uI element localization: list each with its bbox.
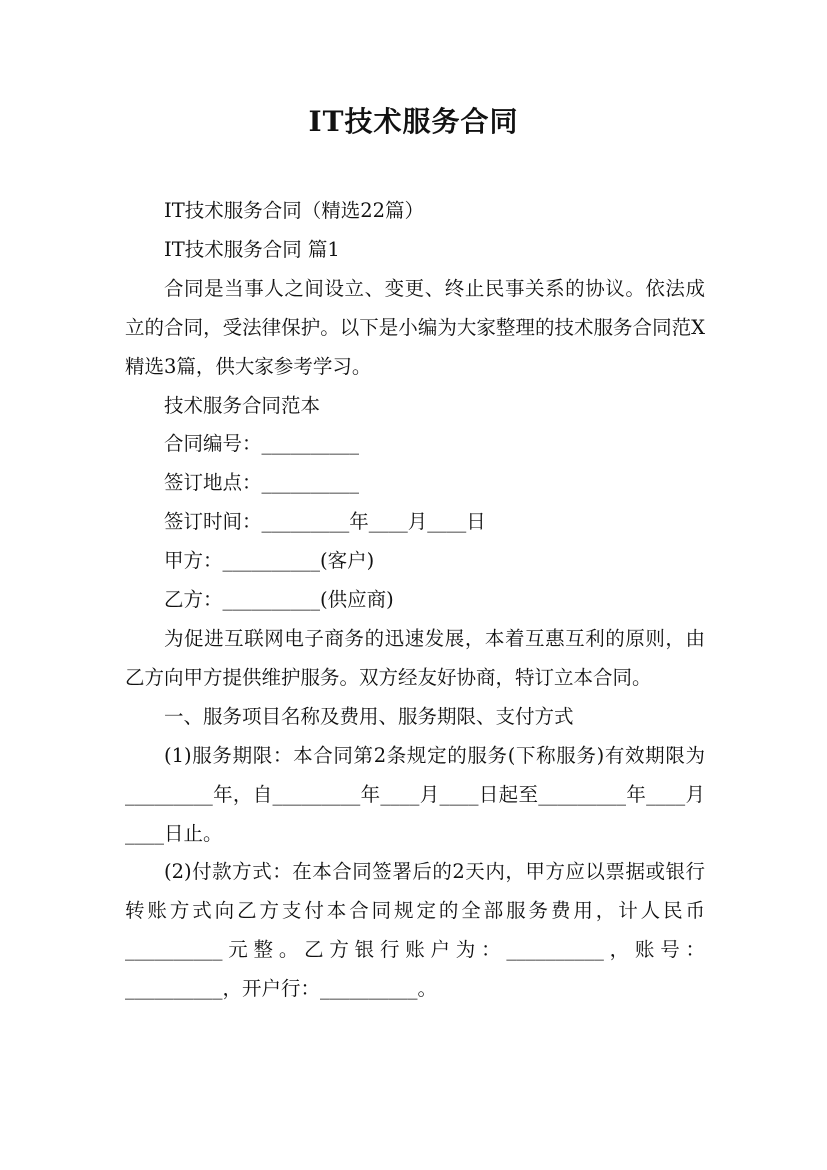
document-title: IT技术服务合同 (308, 105, 519, 138)
intro-paragraph: 合同是当事人之间设立、变更、终止民事关系的协议。依法成立的合同，受法律保护。以下是小编为大家整理的技术服务合同范X精选3篇，供大家参考学习。 (125, 276, 705, 378)
purpose-paragraph: 为促进互联网电子商务的迅速发展，本着互惠互利的原则，由乙方向甲方提供维护服务。双方经友好协商，特订立本合同。 (125, 626, 705, 689)
document-body (125, 192, 705, 1009)
signing-location-line: 签订地点：__________ (164, 471, 360, 495)
payment-paragraph: (2)付款方式：在本合同签署后的2天内，甲方应以票据或银行转账方式向乙方支付本合同规定的全部服务费用，计人民币__________元整。乙方银行账户为：__________，账号：__________，开户行：__________。 (125, 860, 705, 1001)
service-term-paragraph: (1)服务期限：本合同第2条规定的服务(下称服务)有效期限为_________年，自_________年____月____日起至_________年____月____日止。 (125, 743, 705, 845)
subtitle-paragraph: IT技术服务合同（精选22篇） (164, 199, 425, 222)
contract-number-line: 合同编号：__________ (164, 432, 360, 456)
section-heading: IT技术服务合同 篇1 (164, 237, 340, 261)
template-heading: 技术服务合同范本 (164, 393, 321, 417)
party-b-line: 乙方：__________(供应商) (164, 588, 394, 612)
signing-date-line: 签订时间：_________年____月____日 (164, 510, 486, 534)
party-a-line: 甲方：__________(客户) (164, 549, 375, 573)
clause-heading: 一、服务项目名称及费用、服务期限、支付方式 (164, 704, 574, 728)
